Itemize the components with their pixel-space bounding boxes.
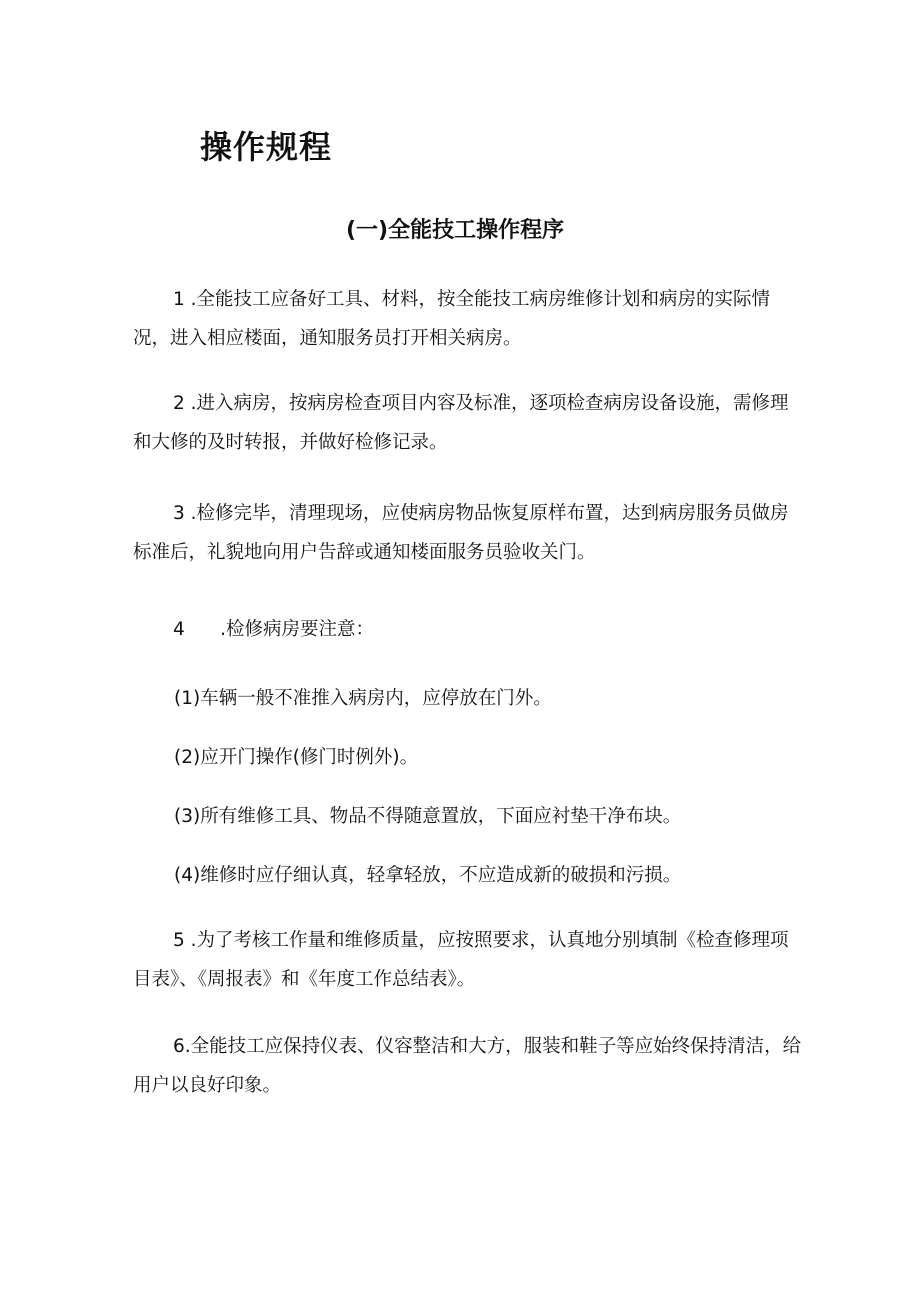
item-number: 5	[173, 930, 185, 951]
paragraph-item-5	[133, 921, 803, 999]
item-text: .全能技工应备好工具、材料，按全能技工病房维修计划和病房的实际情况，进入相应楼面，通知服务员打开相关病房。	[133, 289, 771, 349]
item-text: .检修病房要注意：	[184, 619, 374, 640]
paragraph-item-1	[133, 280, 803, 358]
item-number: 6	[173, 1036, 185, 1057]
item-number: 2	[173, 393, 185, 414]
item-text: .检修完毕，清理现场，应使病房物品恢复原样布置，达到病房服务员做房标准后，礼貌地向用户告辞或通知楼面服务员验收关门。	[133, 503, 789, 563]
paragraph-item-3	[133, 494, 803, 572]
item-number: 3	[173, 503, 185, 524]
item-number: 1	[173, 289, 185, 310]
document-title: 操作规程	[200, 128, 333, 166]
item-text: .为了考核工作量和维修质量，应按照要求，认真地分别填制《检查修理项目表》、《周报表》和《年度工作总结表》。	[133, 930, 789, 990]
paragraph-item-4	[133, 610, 803, 649]
item-number: 4	[173, 619, 185, 640]
note-item-1: (1)车辆一般不准推入病房内，应停放在门外。	[174, 688, 552, 709]
item-text: .全能技工应保持仪表、仪容整洁和大方，服装和鞋子等应始终保持清洁，给用户以良好印象。	[133, 1036, 802, 1096]
item-text: .进入病房，按病房检查项目内容及标准，逐项检查病房设备设施，需修理和大修的及时转报，并做好检修记录。	[133, 393, 789, 453]
note-item-4: (4)维修时应仔细认真，轻拿轻放，不应造成新的破损和污损。	[174, 865, 682, 886]
paragraph-item-2	[133, 384, 803, 462]
note-item-3: (3)所有维修工具、物品不得随意置放，下面应衬垫干净布块。	[174, 806, 682, 827]
note-item-2: (2)应开门操作(修门时例外)。	[174, 747, 419, 768]
section-heading: (一)全能技工操作程序	[346, 218, 565, 243]
paragraph-item-6	[133, 1027, 803, 1105]
